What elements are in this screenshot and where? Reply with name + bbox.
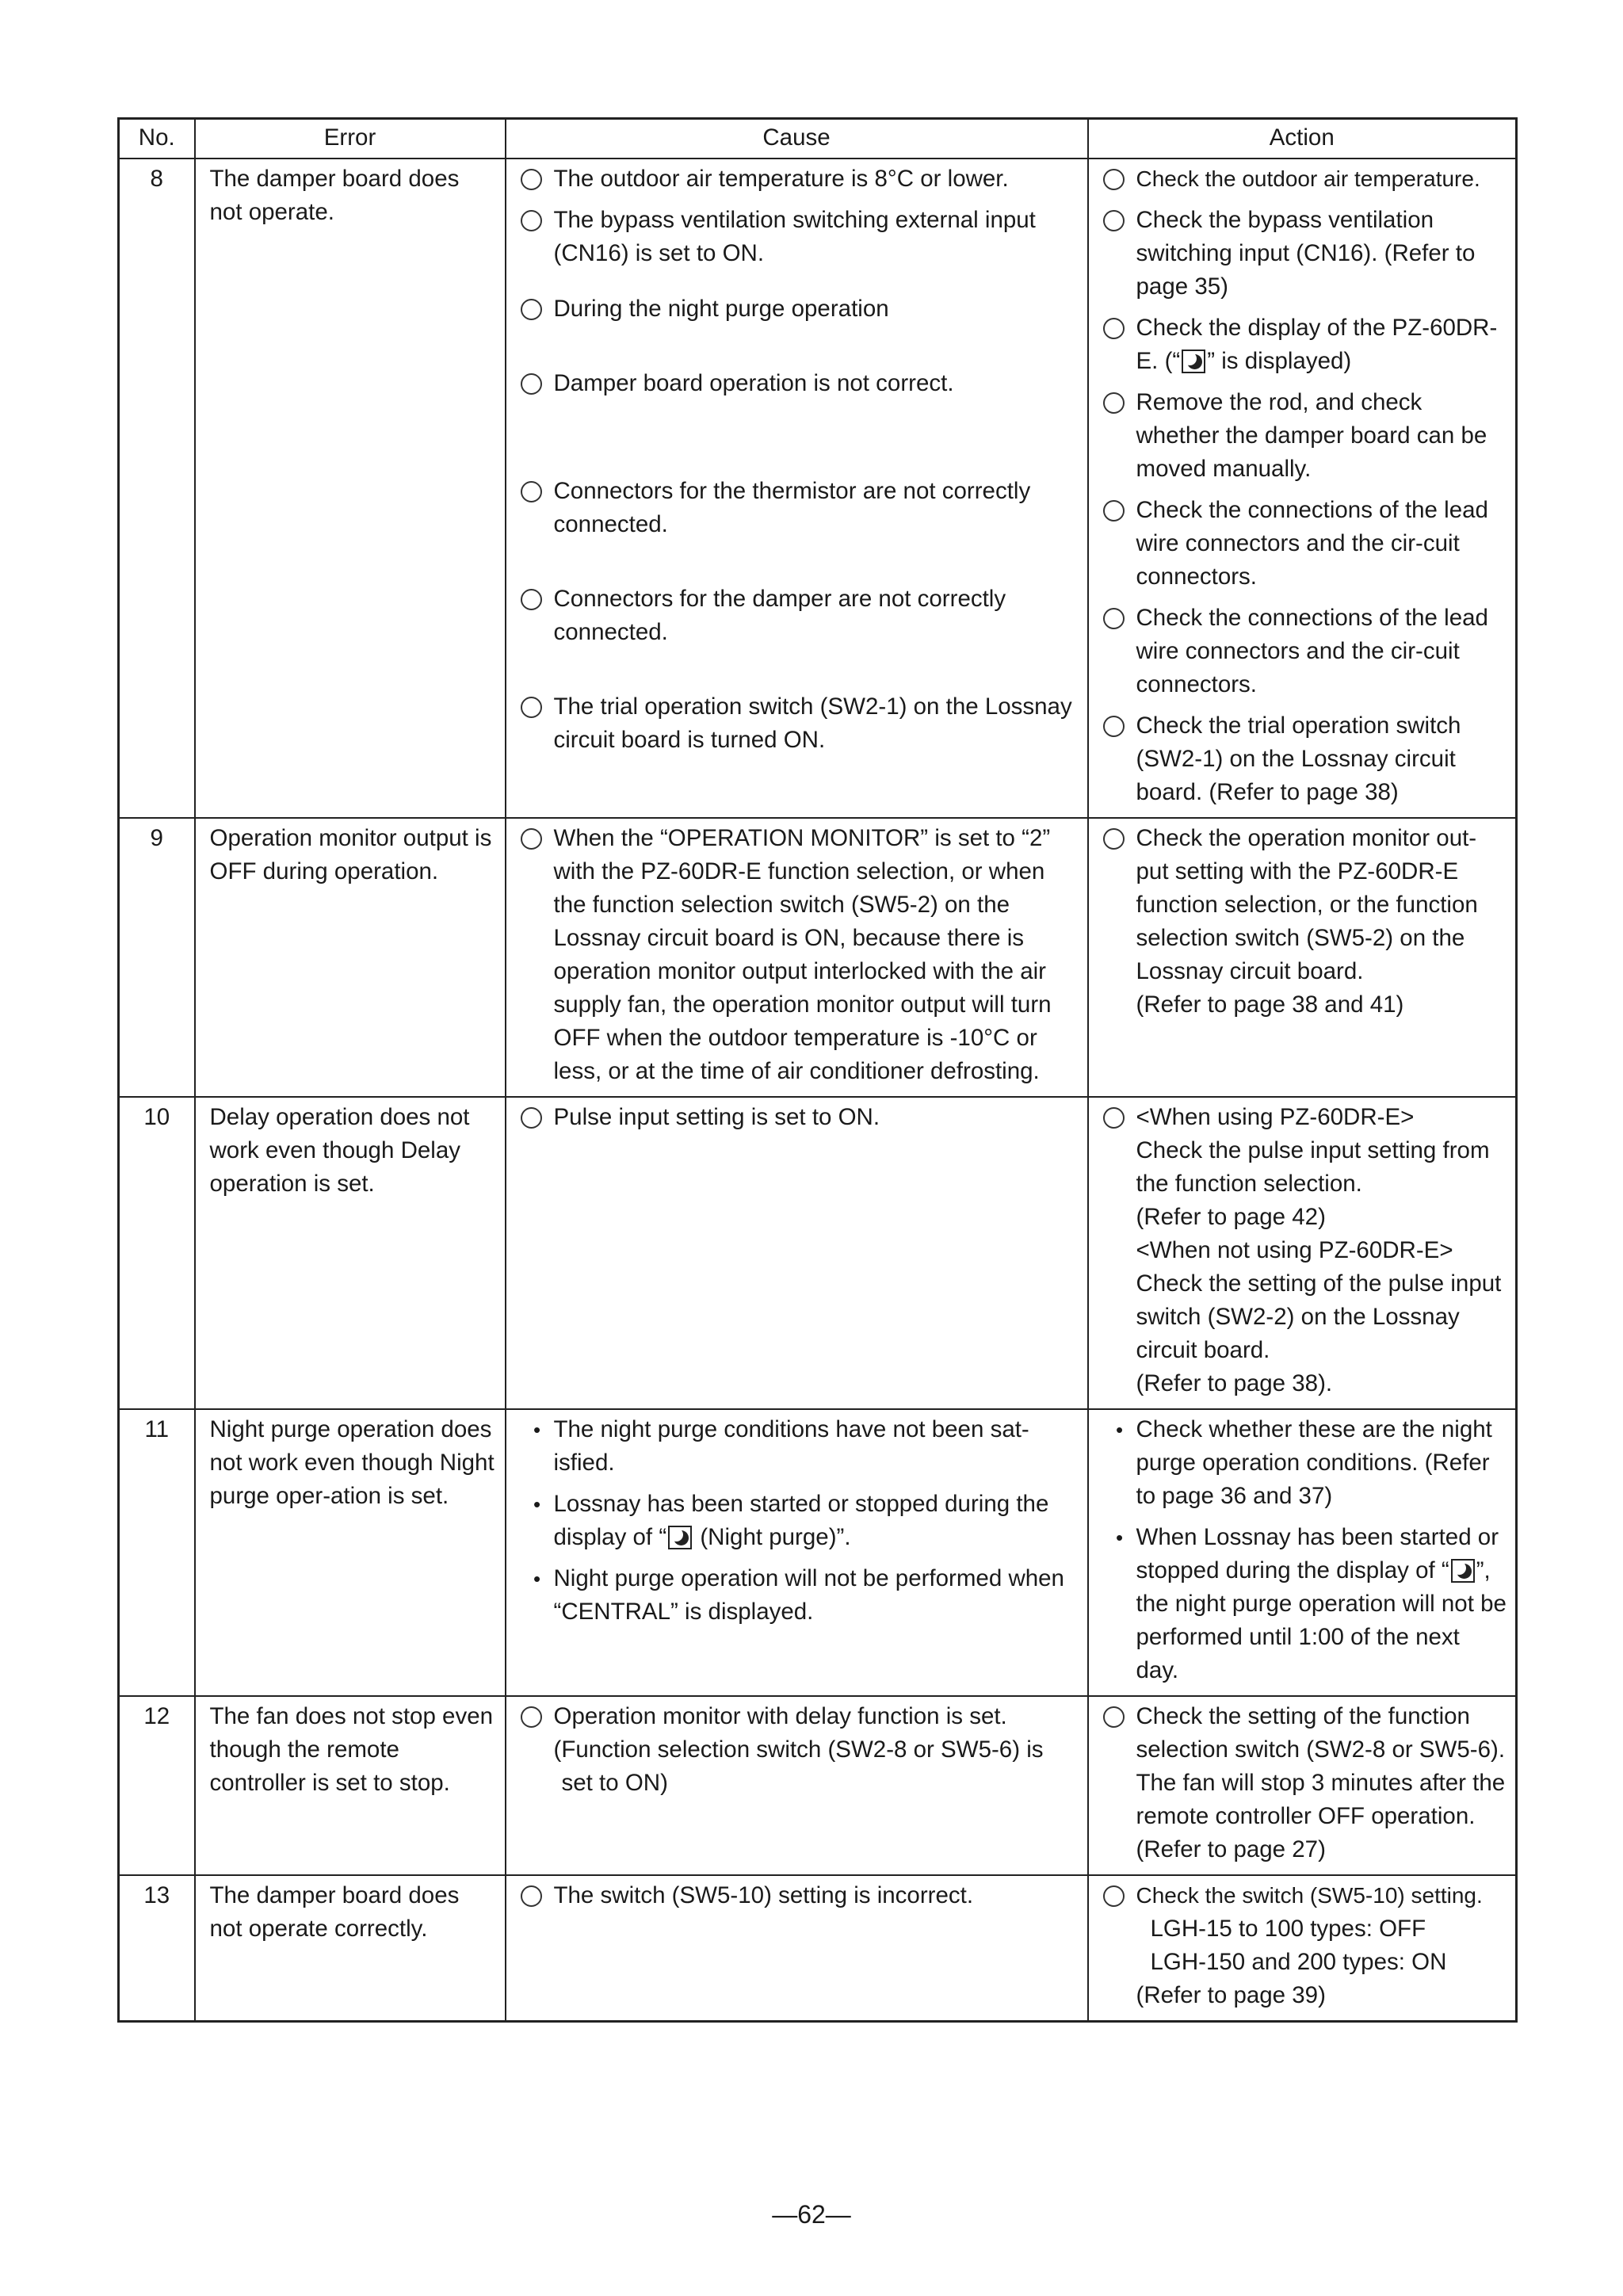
action-item [1103, 1521, 1508, 1687]
indent-spacer [1103, 1367, 1136, 1400]
cause-item [521, 1767, 1078, 1800]
action-text: Check the connections of the lead wire connectors and the cir-cuit connectors. [1136, 605, 1488, 697]
cause-item [521, 475, 1078, 541]
action-item [1103, 709, 1508, 809]
action-text: Check the bypass ventilation switching input (CN16). (Refer to page 35) [1136, 207, 1476, 300]
error-text: Delay operation does not work even though Delay operation is set. [195, 1097, 506, 1409]
circle-icon [1103, 602, 1136, 635]
circle-icon [521, 204, 554, 237]
cause-item [521, 162, 1078, 196]
bullet-icon: • [533, 1567, 541, 1591]
action-text: Check the trial operation switch (SW2-1) on the Lossnay circuit board. (Refer to page 38) [1136, 712, 1461, 805]
action-item [1103, 822, 1508, 988]
action-item [1103, 1367, 1508, 1400]
action-cell [1088, 1097, 1517, 1409]
night-purge-icon [1451, 1559, 1475, 1583]
indent-spacer [1103, 1201, 1136, 1234]
circle-icon [521, 1101, 554, 1134]
cause-text: Connectors for the thermistor are not correctly connected. [553, 478, 1031, 537]
action-text: <When using PZ-60DR-E> [1136, 1104, 1415, 1130]
error-text: The damper board does not operate correctly. [195, 1875, 506, 2022]
cause-text: Operation monitor with delay function is set. [553, 1703, 1007, 1729]
header-action: Action [1088, 119, 1517, 159]
action-item [1103, 1912, 1508, 1946]
table-header-row [119, 119, 1517, 159]
indent-spacer [1103, 1912, 1136, 1946]
bullet-icon: • [533, 1418, 541, 1442]
cause-item [521, 690, 1078, 757]
error-text: Night purge operation does not work even though Night purge oper-ation is set. [195, 1409, 506, 1696]
cause-cell [506, 1696, 1088, 1875]
action-item [1103, 1234, 1508, 1267]
circle-icon [521, 162, 554, 196]
cause-text: Night purge operation will not be performed when “CENTRAL” is displayed. [553, 1565, 1064, 1625]
indent-spacer [1103, 988, 1136, 1022]
bullet-icon: • [1115, 1526, 1124, 1549]
table-row [119, 1875, 1517, 2022]
cause-text: Damper board operation is not correct. [553, 370, 954, 396]
cause-text: (Function selection switch (SW2-8 or SW5-6) is [553, 1736, 1044, 1763]
cause-item [521, 1413, 1078, 1480]
cause-item [521, 1488, 1078, 1554]
action-item [1103, 162, 1508, 196]
action-item [1103, 1879, 1508, 1912]
night-purge-icon [1182, 350, 1205, 373]
action-item [1103, 204, 1508, 304]
action-text [1136, 1521, 1508, 1687]
action-text: Check the outdoor air temperature. [1136, 166, 1480, 191]
circle-icon [1103, 494, 1136, 527]
circle-icon [521, 1879, 554, 1912]
action-text [1136, 311, 1508, 378]
row-number: 10 [119, 1097, 195, 1409]
indent-spacer [521, 1767, 554, 1800]
cause-text: During the night purge operation [553, 296, 889, 322]
action-text: (Refer to page 38 and 41) [1136, 991, 1404, 1018]
row-number: 11 [119, 1409, 195, 1696]
circle-icon [1103, 1879, 1136, 1912]
action-cell [1088, 159, 1517, 818]
cause-text: The outdoor air temperature is 8°C or lower. [553, 166, 1009, 192]
indent-spacer [1103, 1234, 1136, 1267]
action-item [1103, 1413, 1508, 1513]
cause-text: The night purge conditions have not been sat-isfied. [553, 1416, 1029, 1476]
action-item [1103, 1267, 1508, 1367]
header-cause: Cause [506, 119, 1088, 159]
action-text: Check the setting of the pulse input switch (SW2-2) on the Lossnay circuit board. [1136, 1270, 1502, 1363]
error-text: The fan does not stop even though the remote controller is set to stop. [195, 1696, 506, 1875]
header-no: No. [119, 119, 195, 159]
night-purge-icon [668, 1526, 692, 1549]
cause-item [521, 367, 1078, 400]
action-cell [1088, 1409, 1517, 1696]
action-text: (Refer to page 38). [1136, 1370, 1333, 1396]
action-text-after: ”, the night purge operation will not be performed until 1:00 of the next day. [1136, 1557, 1507, 1683]
cause-text [554, 1488, 1078, 1554]
action-item [1103, 494, 1508, 594]
cause-cell [506, 159, 1088, 818]
circle-icon [521, 583, 554, 616]
circle-icon [1103, 1101, 1136, 1134]
cause-item [521, 583, 1078, 649]
row-number: 8 [119, 159, 195, 818]
cause-item [521, 204, 1078, 270]
circle-icon [1103, 386, 1136, 419]
row-number: 12 [119, 1696, 195, 1875]
cause-item [521, 292, 1078, 326]
circle-icon [1103, 204, 1136, 237]
cause-cell [506, 1875, 1088, 2022]
cause-item [521, 822, 1078, 1088]
action-item [1103, 1134, 1508, 1201]
circle-icon [521, 292, 554, 326]
indent-spacer [1103, 1946, 1136, 1979]
row-number: 13 [119, 1875, 195, 2022]
cause-text: set to ON) [561, 1770, 668, 1796]
action-item [1103, 311, 1508, 378]
bullet-icon: • [1115, 1418, 1124, 1442]
action-text: LGH-15 to 100 types: OFF [1150, 1916, 1426, 1942]
cause-text: Connectors for the damper are not correctly connected. [553, 586, 1006, 645]
cause-text-after: (Night purge)”. [693, 1524, 851, 1550]
action-text: (Refer to page 42) [1136, 1204, 1326, 1230]
action-text: Check whether these are the night purge operation conditions. (Refer to page 36 and 37) [1136, 1416, 1492, 1509]
cause-item [521, 1700, 1078, 1733]
cause-item [521, 1879, 1078, 1912]
circle-icon [521, 475, 554, 508]
action-item [1103, 1700, 1508, 1866]
action-text: Check the connections of the lead wire connectors and the cir-cuit connectors. [1136, 497, 1488, 590]
circle-icon [521, 822, 554, 855]
cause-text: Pulse input setting is set to ON. [553, 1104, 880, 1130]
bullet-icon: • [533, 1492, 541, 1516]
circle-icon [1103, 822, 1136, 855]
action-text: LGH-150 and 200 types: ON [1150, 1949, 1447, 1975]
action-item [1103, 988, 1508, 1022]
circle-icon [1103, 1700, 1136, 1733]
cause-item [521, 1733, 1078, 1767]
cause-text: The trial operation switch (SW2-1) on the Lossnay circuit board is turned ON. [553, 693, 1072, 753]
action-text: (Refer to page 39) [1136, 1982, 1326, 2008]
action-item [1103, 602, 1508, 701]
action-item [1103, 1201, 1508, 1234]
cause-cell [506, 1409, 1088, 1696]
circle-icon [1103, 311, 1136, 345]
indent-spacer [1103, 1979, 1136, 2012]
action-text: Check the switch (SW5-10) setting. [1136, 1883, 1483, 1908]
row-number: 9 [119, 818, 195, 1097]
circle-icon [521, 367, 554, 400]
troubleshooting-table [117, 117, 1518, 2023]
action-text-after: ” is displayed) [1207, 348, 1352, 374]
circle-icon [1103, 709, 1136, 743]
action-text: Check the operation monitor out-put setting with the PZ-60DR-E function selection, or the function selection switch (SW5-2) on the Lossnay circuit board. [1136, 825, 1478, 984]
cause-text-before: Lossnay has been started or stopped during the display of “ [553, 1491, 1049, 1550]
table-row [119, 1409, 1517, 1696]
page-number: —62— [772, 2200, 851, 2229]
table-row [119, 818, 1517, 1097]
cause-text: The bypass ventilation switching external input (CN16) is set to ON. [553, 207, 1036, 266]
table-row [119, 1696, 1517, 1875]
action-cell [1088, 1696, 1517, 1875]
circle-icon [521, 690, 554, 724]
action-item [1103, 1979, 1508, 2012]
header-error: Error [195, 119, 506, 159]
cause-cell [506, 1097, 1088, 1409]
indent-spacer [521, 1733, 554, 1767]
action-text: Check the setting of the function selection switch (SW2-8 or SW5-6). The fan will stop 3 minutes after the remote controller OFF operation. (Refer to page 27) [1136, 1703, 1506, 1862]
cause-item [521, 1562, 1078, 1629]
error-text: Operation monitor output is OFF during operation. [195, 818, 506, 1097]
table-row [119, 1097, 1517, 1409]
circle-icon [521, 1700, 554, 1733]
action-text: Check the pulse input setting from the function selection. [1136, 1137, 1490, 1197]
action-cell [1088, 1875, 1517, 2022]
action-item [1103, 1101, 1508, 1134]
circle-icon [1103, 162, 1136, 196]
action-text-before: When Lossnay has been started or stopped during the display of “ [1136, 1524, 1499, 1584]
cause-cell [506, 818, 1088, 1097]
cause-item [521, 1101, 1078, 1134]
action-text: Remove the rod, and check whether the damper board can be moved manually. [1136, 389, 1487, 482]
action-item [1103, 1946, 1508, 1979]
cause-text: When the “OPERATION MONITOR” is set to “2” with the PZ-60DR-E function selection, or when the function selection switch (SW5-2) on the Lossnay circuit board is ON, because there is operation monitor output interlocked with the air supply fan, the operation monitor output will turn OFF when the outdoor temperature is -10°C or less, or at the time of air conditioner defrosting. [553, 825, 1052, 1084]
action-text-before: Check the display of the PZ-60DR-E. (“ [1136, 315, 1498, 374]
action-text: <When not using PZ-60DR-E> [1136, 1237, 1453, 1263]
cause-text: The switch (SW5-10) setting is incorrect. [553, 1882, 974, 1908]
action-item [1103, 386, 1508, 486]
error-text: The damper board does not operate. [195, 159, 506, 818]
action-cell [1088, 818, 1517, 1097]
indent-spacer [1103, 1134, 1136, 1167]
table-row [119, 159, 1517, 818]
indent-spacer [1103, 1267, 1136, 1301]
